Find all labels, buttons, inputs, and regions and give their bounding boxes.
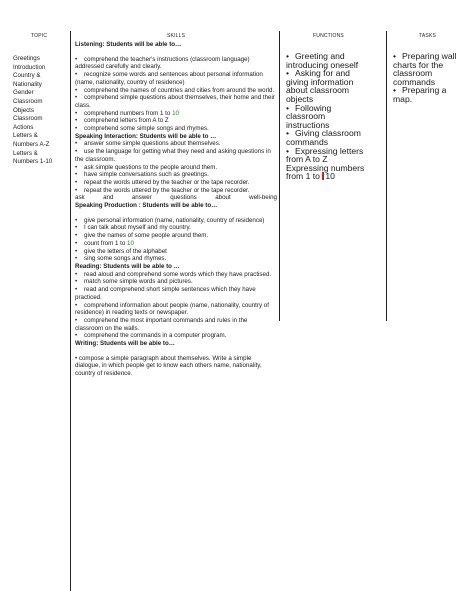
writing-heading: Writing: Students will be able to…	[75, 340, 175, 348]
functions-column	[286, 52, 366, 181]
interaction-item: • repeat the words uttered by the teacher or the tape recorder.	[75, 186, 250, 194]
topic-item: Actions	[13, 123, 34, 131]
topic-item: Country &	[13, 72, 41, 80]
listening-item: • comprehend letters from A to Z	[75, 117, 169, 125]
topic-item: Classroom	[13, 97, 43, 105]
topic-item: Introduction	[13, 63, 46, 71]
topic-item: Gender	[13, 89, 34, 97]
topic-item: Numbers A-Z	[13, 140, 50, 148]
skills-column	[75, 41, 277, 378]
tasks-column	[393, 52, 465, 104]
function-item: • Expressing letters from A to Z	[286, 145, 364, 165]
production-item: • give personal information (name, nationality, country of residence)	[75, 216, 265, 224]
interaction-item: • answer some simple questions about themselves.	[75, 140, 221, 148]
interaction-item: • have simple conversations such as greetings.	[75, 171, 209, 179]
production-item: • I can talk about myself and my country.	[75, 224, 191, 232]
column-divider-1	[70, 31, 71, 591]
task-item: • Preparing a map.	[393, 85, 447, 104]
reading-item: • read aloud and comprehend some words which they have practised.	[75, 270, 272, 278]
function-item: • Following classroom instructions	[286, 102, 332, 130]
function-item: • Greeting and introducing oneself	[286, 51, 359, 70]
header-functions: FUNCTIONS	[313, 33, 344, 39]
ask-answer-line: ask and answer questions about well-being	[75, 194, 277, 202]
topic-item: Numbers 1-10	[13, 158, 53, 166]
topic-item: Objects	[13, 106, 34, 114]
speaking-production-heading: Speaking Production : Students will be able to…	[75, 202, 218, 210]
header-tasks: TASKS	[419, 33, 437, 39]
header-topic: TOPIC	[31, 33, 48, 39]
header-skills: SKILLS	[167, 33, 186, 39]
topic-column	[13, 55, 68, 167]
interaction-item: • repeat the words uttered by the teacher or the tape recorder.	[75, 178, 250, 186]
topic-item: Letters &	[13, 149, 38, 157]
listening-item: • comprehend the names of countries and cities from around the world.	[75, 86, 275, 94]
reading-item: • comprehend the commands in a computer program.	[75, 332, 227, 340]
production-item: • sing some songs and rhymes.	[75, 255, 167, 263]
function-item: • Asking for and giving information about classroom objects	[286, 68, 354, 104]
interaction-item: • use the language for getting what they need and asking questions in the classroom.	[75, 148, 271, 163]
reading-item: • read and comprehend short simple sentences which they have practiced.	[75, 286, 256, 301]
text-cursor	[322, 172, 324, 180]
function-item: • Giving classroom commands	[286, 128, 361, 147]
topic-item: Letters &	[13, 132, 38, 140]
production-item: • give the names of some people around them.	[75, 232, 209, 240]
production-item: • count from 1 to 10	[75, 239, 134, 247]
reading-item: • match some simple words and pictures.	[75, 278, 193, 286]
speaking-interaction-heading: Speaking Interaction: Students will be able to …	[75, 132, 217, 140]
interaction-item: • ask simple questions to the people around them.	[75, 163, 218, 171]
function-tail: Expressing numbers from 1 to 10	[286, 162, 365, 182]
topic-item: Classroom	[13, 115, 43, 123]
topic-item: Greetings	[13, 55, 40, 62]
reading-heading: Reading: Students will be able to …	[75, 262, 180, 270]
listening-heading: Listening: Students will be able to…	[75, 41, 182, 48]
reading-item: • comprehend the most important commands and rules in the classroom on the walls.	[75, 316, 248, 332]
task-item: • Preparing wall charts for the classroom commands	[393, 51, 457, 87]
listening-item: • comprehend the teacher's instructions (classroom language) addressed carefully and clearly.	[75, 55, 250, 71]
listening-item: • comprehend simple questions about themselves, their home and their class.	[75, 94, 275, 109]
listening-item: • comprehend numbers from 1 to 10	[75, 109, 179, 117]
column-divider-3	[386, 31, 387, 321]
column-divider-2	[279, 31, 280, 321]
topic-item: Nationality	[13, 80, 42, 88]
reading-item: • comprehend information about people (name, nationality, country of residence) in reading texts or newspaper.	[75, 301, 269, 317]
production-item: • give the letters of the alphabet	[75, 247, 167, 255]
listening-item: • comprehend some simple songs and rhymes.	[75, 125, 209, 133]
listening-item: • recognize some words and sentences about personal information (name, nationality, country of residence)	[75, 71, 263, 86]
writing-text: • compose a simple paragraph about themselves. Write a simple dialogue, in which people get to know each others name, nationality, country of residence.	[75, 354, 262, 378]
